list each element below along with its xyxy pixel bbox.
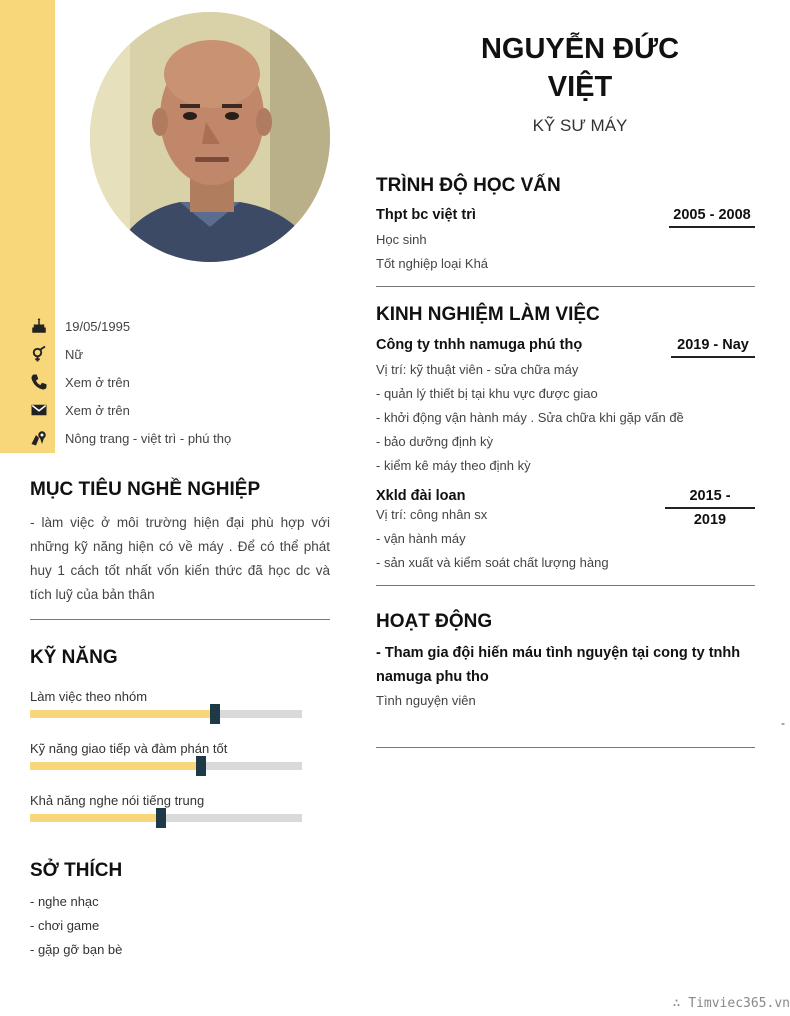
contact-phone [30,368,330,396]
education-line: Tốt nghiệp loại Khá [376,256,489,271]
job-line: - bảo dưỡng định kỳ [376,434,493,449]
job-line: - vận hành máy [376,531,466,546]
education-line: Học sinh [376,232,427,247]
activities-divider [376,747,755,748]
skill-label: Làm việc theo nhóm [30,689,148,704]
job-dates: 2019 - Nay [671,337,755,358]
email-icon [30,401,65,419]
objective-text: - làm việc ở môi trường hiện đại phù hợp với những kỹ năng hiện có về máy . Để có thể phát huy 1 cách tốt nhất vốn kiến thức đã học dc và tích luỹ của bản thân [30,515,330,602]
contact-email [30,396,330,424]
map-pin-icon [30,429,65,447]
hobby-item: - chơi game [30,918,100,933]
experience-section [376,304,755,586]
education-divider [376,286,755,287]
gender-icon [30,345,65,363]
skill-bar [30,710,302,718]
skill-item [30,689,330,718]
gender-value: Nữ [65,346,84,362]
education-section [376,175,755,287]
activities-title: HOẠT ĐỘNG [376,611,493,632]
job-title: KỸ SƯ MÁY [532,116,628,135]
education-entry-header [376,207,755,228]
experience-divider [376,585,755,586]
education-title: TRÌNH ĐỘ HỌC VẤN [376,175,561,196]
skill-bar [30,814,302,822]
contact-birthday [30,312,330,340]
skill-fill [30,762,201,770]
job-line: - kiểm kê máy theo định kỳ [376,458,531,473]
school-name: Thpt bc việt trì [376,207,476,223]
skills-section [30,647,330,822]
skill-label: Kỹ năng giao tiếp và đàm phán tốt [30,741,228,756]
candidate-name [420,30,740,106]
skill-fill [30,710,215,718]
hobbies-title: SỞ THÍCH [30,860,123,881]
birthday-cake-icon [30,317,65,335]
skill-handle [156,808,166,828]
hobby-item: - gặp gỡ bạn bè [30,942,123,957]
skill-item [30,793,330,822]
contact-address [30,424,330,452]
skill-fill [30,814,161,822]
skill-label: Khả năng nghe nói tiếng trung [30,793,205,808]
objective-title: MỤC TIÊU NGHỀ NGHIỆP [30,479,261,500]
job-line: Vị trí: công nhân sx [376,507,488,522]
job-line: - sản xuất và kiểm soát chất lượng hàng [376,555,609,570]
phone-icon [30,373,65,391]
company-name: Công ty tnhh namuga phú thọ [376,337,583,353]
name-line-1: NGUYỄN ĐỨC [480,33,680,65]
job-entry-header [376,337,755,358]
activity-role: Tình nguyện viên [376,693,476,708]
company-name: Xkld đài loan [376,488,466,504]
job-dates-line-1: 2015 - [665,488,755,509]
skills-title: KỸ NĂNG [30,647,118,668]
birthday-value: 19/05/1995 [65,318,131,334]
experience-title: KINH NGHIỆM LÀM VIỆC [376,304,600,325]
name-line-2: VIỆT [547,71,613,103]
job-dates-line-2: 2019 [693,512,727,528]
skill-handle [196,756,206,776]
hobby-item: - nghe nhạc [30,894,99,909]
email-value: Xem ở trên [65,402,130,418]
phone-value: Xem ở trên [65,374,130,390]
stray-dash: - [781,716,785,730]
objective-section [30,479,330,620]
job-line: - khởi động vận hành máy . Sửa chữa khi gặp vấn đề [376,410,684,425]
objective-divider [30,619,330,620]
job-dates-stacked [665,488,755,528]
profile-photo [90,12,330,262]
skill-item [30,741,330,770]
watermark: ∴ Timviec365.vn [672,996,790,1011]
education-dates: 2005 - 2008 [669,207,755,228]
job-line: Vị trí: kỹ thuật viên - sửa chữa máy [376,362,579,377]
activity-title: - Tham gia đội hiến máu tình nguyện tại cong ty tnhh namuga phu tho [376,645,741,685]
avatar [90,12,330,262]
activities-section [376,611,755,748]
skills-list [30,689,330,822]
address-value: Nông trang - việt trì - phú thọ [65,430,232,446]
skill-handle [210,704,220,724]
hobbies-section [30,860,330,962]
contact-info-list [30,312,330,452]
contact-gender [30,340,330,368]
skill-bar [30,762,302,770]
job-line: - quản lý thiết bị tại khu vực được giao [376,386,598,401]
